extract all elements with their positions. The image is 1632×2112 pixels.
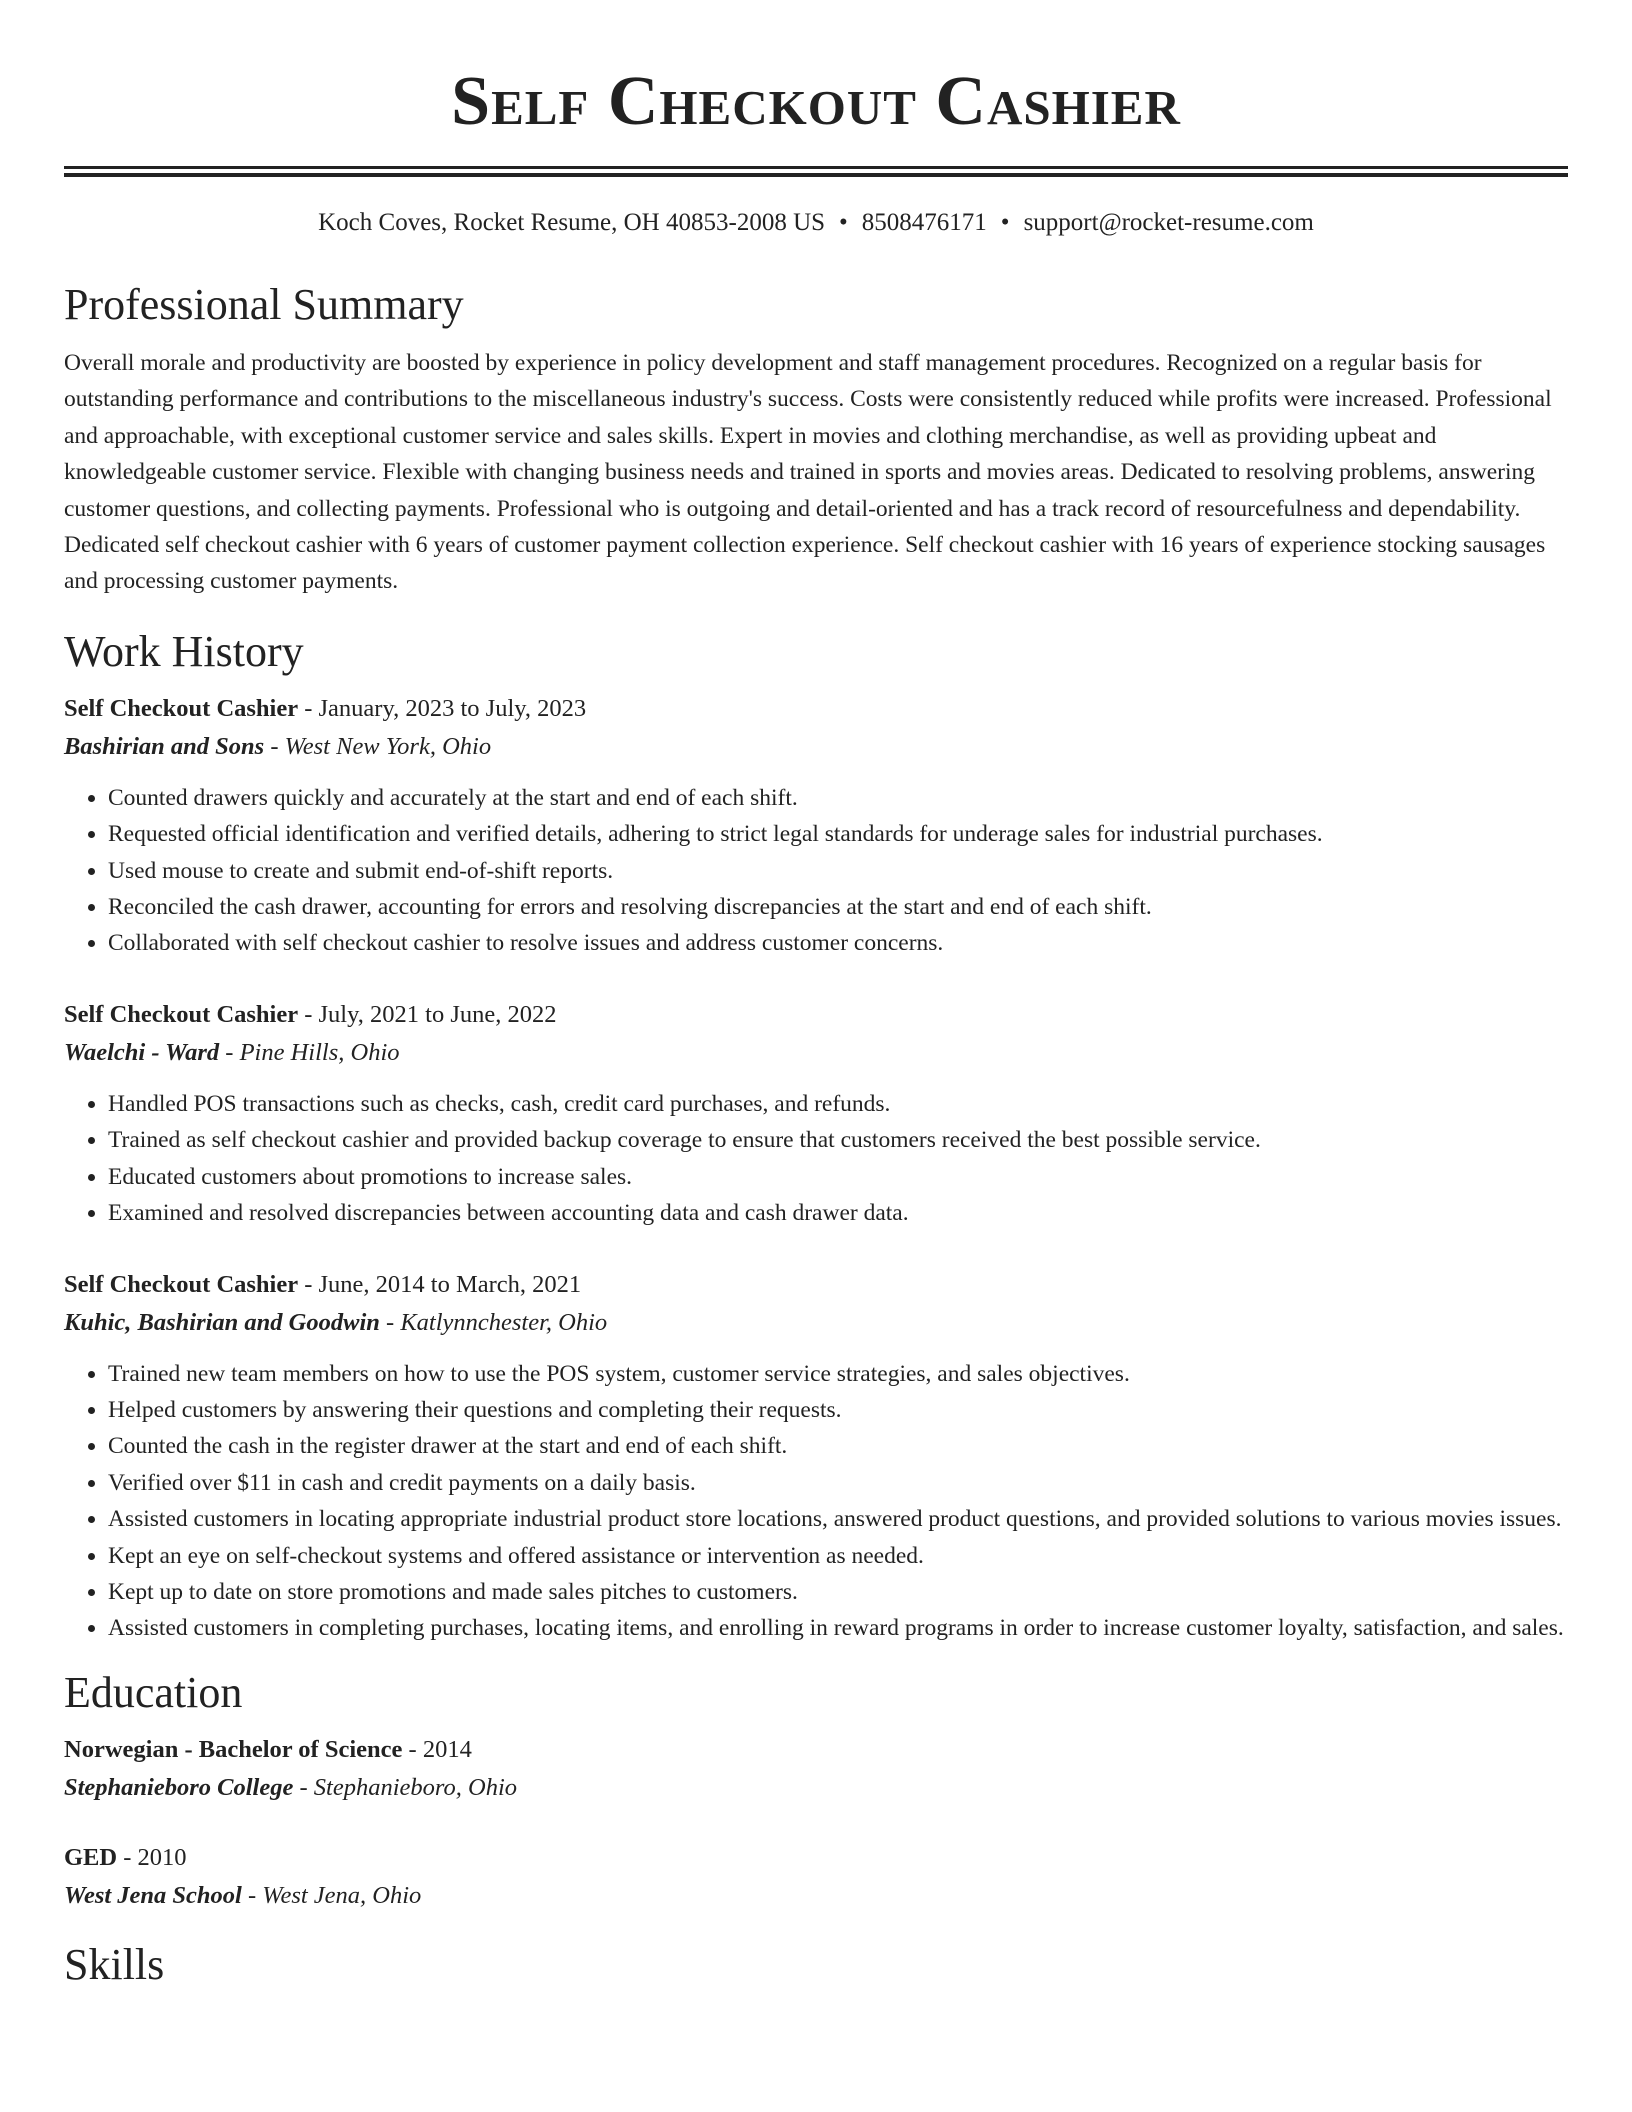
job-employer <box>64 728 1568 766</box>
job-employer <box>64 1304 1568 1342</box>
list-item: • Collaborated with self checkout cashier to resolve issues and address customer concerns. <box>108 925 1568 961</box>
list-item: • Verified over $11 in cash and credit payments on a daily basis. <box>108 1465 1568 1501</box>
job-title: Self Checkout Cashier <box>64 1270 299 1298</box>
job-dates: - January, 2023 to July, 2023 <box>298 694 587 722</box>
job-location: - Katlynnchester, Ohio <box>379 1308 608 1336</box>
education-location: - West Jena, Ohio <box>241 1881 422 1909</box>
work-history-heading: Work History <box>64 626 304 676</box>
job-header <box>64 996 1568 1034</box>
job-header <box>64 690 1568 728</box>
education-heading: Education <box>64 1667 243 1717</box>
education-header <box>64 1731 1568 1769</box>
education-entry-2 <box>64 1839 1568 1915</box>
contact-separator: • <box>839 209 848 236</box>
education-school-line <box>64 1877 1568 1915</box>
list-item: • Educated customers about promotions to increase sales. <box>108 1159 1568 1195</box>
resume-title: Self Checkout Cashier <box>451 63 1181 140</box>
list-item: • Counted the cash in the register drawer at the start and end of each shift. <box>108 1428 1568 1464</box>
list-item: • Assisted customers in completing purchases, locating items, and enrolling in reward programs in order to increase customer loyalty, satisfaction, and sales. <box>108 1610 1568 1646</box>
education-degree: GED <box>64 1843 118 1871</box>
education-school: West Jena School <box>64 1881 242 1909</box>
job-location: - Pine Hills, Ohio <box>219 1038 400 1066</box>
list-item: • Trained new team members on how to use the POS system, customer service strategies, and sales objectives. <box>108 1356 1568 1392</box>
contact-separator: • <box>1000 209 1010 236</box>
job-title: Self Checkout Cashier <box>64 1000 299 1028</box>
list-item: • Handled POS transactions such as checks, cash, credit card purchases, and refunds. <box>108 1086 1568 1122</box>
list-item: • Kept an eye on self-checkout systems and offered assistance or intervention as needed. <box>108 1538 1568 1574</box>
education-year: - 2010 <box>117 1843 187 1871</box>
job-bullets <box>64 780 1568 962</box>
job-bullets <box>64 1356 1568 1647</box>
list-item: • Kept up to date on store promotions and made sales pitches to customers. <box>108 1574 1568 1610</box>
education-header <box>64 1839 1568 1877</box>
job-company: Bashirian and Sons <box>64 732 265 760</box>
education-school-line <box>64 1769 1568 1807</box>
job-dates: - June, 2014 to March, 2021 <box>298 1270 582 1298</box>
education-school: Stephanieboro College <box>64 1773 294 1801</box>
education-location: - Stephanieboro, Ohio <box>293 1773 518 1801</box>
job-title: Self Checkout Cashier <box>64 694 299 722</box>
list-item: • Reconciled the cash drawer, accounting for errors and resolving discrepancies at the start and end of each shift. <box>108 889 1568 925</box>
job-bullets <box>64 1086 1568 1232</box>
title-divider <box>64 166 1568 177</box>
contact-line <box>64 207 1568 239</box>
education-degree: Norwegian - Bachelor of Science <box>64 1735 403 1763</box>
job-entry-3 <box>64 1266 1568 1647</box>
list-item: • Assisted customers in locating appropriate industrial product store locations, answered product questions, and provided solutions to various movies issues. <box>108 1501 1568 1537</box>
education-entry-1 <box>64 1731 1568 1807</box>
job-company: Kuhic, Bashirian and Goodwin <box>64 1308 380 1336</box>
job-company: Waelchi - Ward <box>64 1038 220 1066</box>
job-location: - West New York, Ohio <box>264 732 492 760</box>
contact-phone: 8508476171 <box>861 209 987 236</box>
job-dates: - July, 2021 to June, 2022 <box>298 1000 557 1028</box>
skills-heading: Skills <box>64 1939 165 1989</box>
list-item: • Counted drawers quickly and accurately at the start and end of each shift. <box>108 780 1568 816</box>
education-year: - 2014 <box>402 1735 472 1763</box>
list-item: • Examined and resolved discrepancies between accounting data and cash drawer data. <box>108 1195 1568 1231</box>
list-item: • Used mouse to create and submit end-of-shift reports. <box>108 853 1568 889</box>
summary-text: Overall morale and productivity are boosted by experience in policy development and staff management procedures. Recognized on a regular basis for outstanding performance and contributions to the miscellaneous industry's success. Costs were consistently reduced while profits were increased. Professional and approachable, with exceptional customer service and sales skills. Expert in movies and clothing merchandise, as well as providing upbeat and knowledgeable customer service. Flexible with changing business needs and trained in sports and movies areas. Dedicated to resolving problems, answering customer questions, and collecting payments. Professional who is outgoing and detail-oriented and has a track record of resourcefulness and dependability. Dedicated self checkout cashier with 6 years of customer payment collection experience. Self checkout cashier with 16 years of experience stocking sausages and processing customer payments. <box>64 350 1552 595</box>
list-item: • Trained as self checkout cashier and provided backup coverage to ensure that customers received the best possible service. <box>108 1122 1568 1158</box>
job-entry-1 <box>64 690 1568 962</box>
summary-heading: Professional Summary <box>64 280 464 329</box>
job-entry-2 <box>64 996 1568 1232</box>
job-header <box>64 1266 1568 1304</box>
list-item: • Requested official identification and verified details, adhering to strict legal standards for underage sales for industrial purchases. <box>108 816 1568 852</box>
job-employer <box>64 1034 1568 1072</box>
contact-email: support@rocket-resume.com <box>1023 209 1314 236</box>
list-item: • Helped customers by answering their questions and completing their requests. <box>108 1392 1568 1428</box>
contact-address: Koch Coves, Rocket Resume, OH 40853-2008 US <box>318 209 826 236</box>
